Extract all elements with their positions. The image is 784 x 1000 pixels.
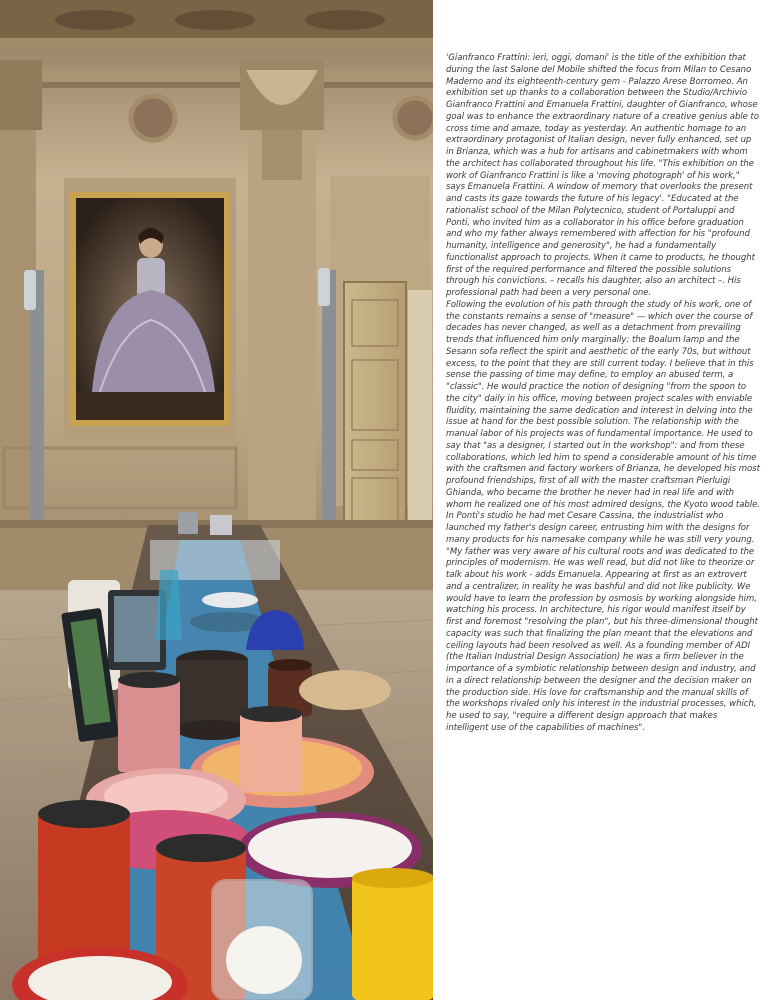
article-body <box>446 53 760 735</box>
article-paragraph-1: 'Gianfranco Frattini: ieri, oggi, domani' is the title of the exhibition that during the last Salone del Mobile shifted the focus from Milan to Cesano Maderno and its eighteenth-century gem - Palazzo Arese Borromeo. An exhibition set up thanks to a collaboration between the Studio/Archivio Gianfranco Frattini and Emanuela Frattini, daughter of Gianfranco, whose goal was to enhance the extraordinary nature of a creative genius able to cross time and amaze, today as yesterday. An authentic homage to an extraordinary protagonist of Italian design, never fully enhanced, set up in Brianza, which was a hub for artisans and cabinetmakers with whom the architect has collaborated throughout his life. "This exhibition on the work of Gianfranco Frattini is like a 'moving photograph' of his work," says Emanuela Frattini. A window of memory that overlooks the present and casts its gaze towards the future of his legacy'. "Educated at the rationalist school of the Milan Polytecnico, student of Portaluppi and Ponti, who invited him as a collaborator in his office before graduation and who my father always remembered with affection for his "profound humanity, intelligence and generosity", he had a fundamentally functionalist approach to projects. When it came to products, he thought first of the required performance and filtered the possible solutions through his convictions. – recalls his daughter, also an architect –. His professional path had been a very personal one. <box>446 53 760 298</box>
article-paragraph-2: Following the evolution of his path through the study of his work, one of the constants remains a sense of "measure" — which over the course of decades has never changed, as well as a detachment from prevailing trends that influenced him only marginally: the Boalum lamp and the Sesann sofa reflect the spirit and aesthetic of the early 70s, but without excess, to the point that they are still current today. I believe that in this sense the passing of time may define, to employ an abused term, a "classic". He would practice the notion of designing "from the spoon to the city" daily in his office, moving between project scales with enviable fluidity, maintaining the same dedication and interest in delving into the issue at hand for the best possible solution. The relationship with the manual labor of his projects was of fundamental importance. He used to say that "as a designer, I started out in the workshop": and from these collaborations, which led him to spend a considerable amount of his time with the craftsmen and factory workers of Brianza, he developed his most profound friendships, first of all with the master craftsman Pierluigi Ghianda, who became the brother he never had in real life and with whom he realized one of his most admired designs, the Kyoto wood table. In Ponti's studio he had met Cesare Cassina, the industrialist who launched my father's design career, entrusting him with the designs for many products for his namesake company while he was still very young. "My father was very aware of his cultural roots and was dedicated to the principles of modernism. He was well read, but did not like to theorize or talk about his work - adds Emanuela. Appearing at first as an extrovert and a centralizer, in reality he was bashful and did not like publicity. We would have to learn the profession by osmosis by working alongside him, watching his process. In architecture, his rigor would manifest itself by first and foremost "resolving the plan", but his three-dimensional thought capacity was such that finalizing the plan meant that the elevations and ceiling layouts had been resolved as well. As a founding member of ADI (the Italian Industrial Design Association) he was a firm believer in the importance of a symbiotic relationship between design and industry, and in a direct relationship between the designer and the decision maker on the production side. His love for craftsmanship and the manual skills of the workshops rivaled only his interest in the industrial processes, which, he used to say, "require a different design approach that makes intelligent use of the capabilities of machines". <box>446 299 760 733</box>
